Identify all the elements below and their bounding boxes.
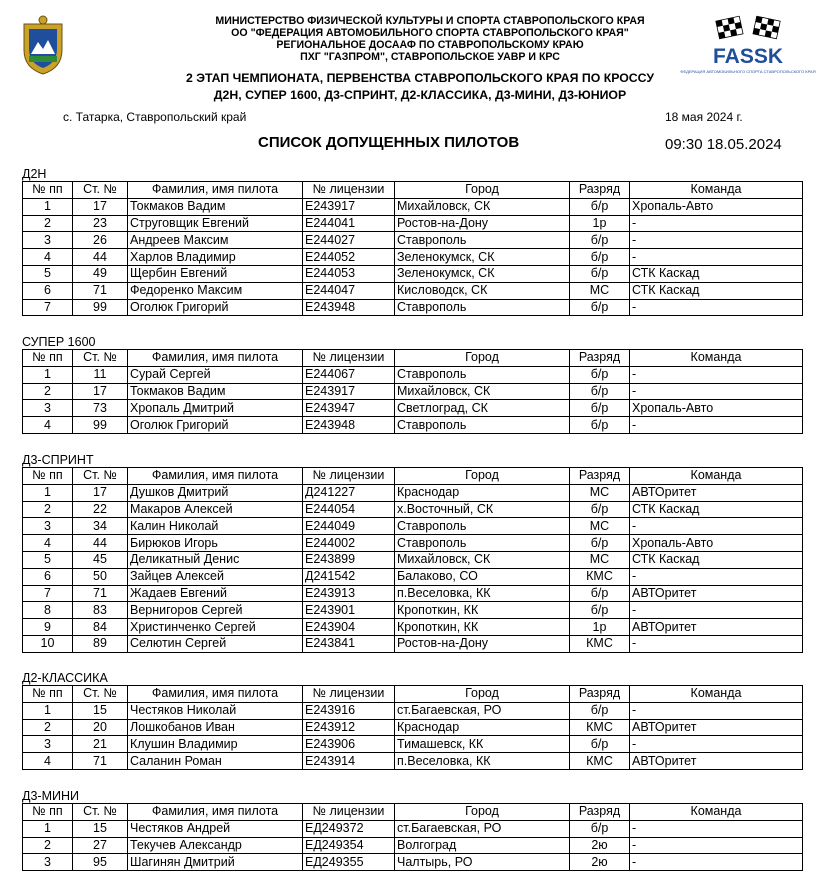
class-section (22, 335, 802, 434)
table-header-row (23, 686, 803, 703)
column-header: Ст. № (73, 468, 128, 485)
column-header: № лицензии (303, 182, 395, 199)
col-number: 9 (23, 619, 73, 636)
pilots-table (22, 181, 803, 316)
col-city: Ставрополь (395, 417, 570, 434)
col-rank: 1р (570, 215, 630, 232)
col-team: АВТОритет (630, 484, 803, 501)
col-license: E244041 (303, 215, 395, 232)
col-license: E244047 (303, 282, 395, 299)
col-number: 3 (23, 518, 73, 535)
col-pilot-name: Оголюк Григорий (128, 299, 303, 316)
col-number: 7 (23, 299, 73, 316)
col-pilot-name: Щербин Евгений (128, 265, 303, 282)
column-header: № пп (23, 804, 73, 821)
col-number: 2 (23, 837, 73, 854)
col-rank: б/р (570, 400, 630, 417)
column-header: Разряд (570, 468, 630, 485)
col-team: - (630, 635, 803, 652)
col-team: АВТОритет (630, 753, 803, 770)
col-city: Ставрополь (395, 535, 570, 552)
col-start-number: 44 (73, 249, 128, 266)
table-row (23, 215, 803, 232)
column-header: Команда (630, 182, 803, 199)
table-row (23, 518, 803, 535)
col-team: - (630, 837, 803, 854)
col-license: ЕД249372 (303, 820, 395, 837)
col-start-number: 84 (73, 619, 128, 636)
col-team: - (630, 232, 803, 249)
pilots-table (22, 803, 803, 871)
col-rank: КМС (570, 719, 630, 736)
pilots-table (22, 467, 803, 653)
col-pilot-name: Токмаков Вадим (128, 383, 303, 400)
col-rank: б/р (570, 602, 630, 619)
column-header: Команда (630, 686, 803, 703)
table-row (23, 585, 803, 602)
col-number: 4 (23, 417, 73, 434)
col-number: 2 (23, 501, 73, 518)
column-header: Ст. № (73, 804, 128, 821)
table-row (23, 551, 803, 568)
column-header: Фамилия, имя пилота (128, 182, 303, 199)
col-team: АВТОритет (630, 585, 803, 602)
col-rank: КМС (570, 568, 630, 585)
col-pilot-name: Зайцев Алексей (128, 568, 303, 585)
col-pilot-name: Клушин Владимир (128, 736, 303, 753)
col-license: E243917 (303, 383, 395, 400)
class-section (22, 453, 802, 653)
col-pilot-name: Бирюков Игорь (128, 535, 303, 552)
col-number: 3 (23, 232, 73, 249)
column-header: № пп (23, 182, 73, 199)
publish-time: 09:30 18.05.2024 (665, 136, 782, 153)
col-city: Волгоград (395, 837, 570, 854)
table-header-row (23, 468, 803, 485)
class-section (22, 789, 802, 871)
col-number: 2 (23, 383, 73, 400)
col-number: 4 (23, 753, 73, 770)
column-header: Разряд (570, 686, 630, 703)
col-pilot-name: Саланин Роман (128, 753, 303, 770)
column-header: Ст. № (73, 182, 128, 199)
col-team: - (630, 249, 803, 266)
col-number: 3 (23, 400, 73, 417)
table-row (23, 383, 803, 400)
col-pilot-name: Селютин Сергей (128, 635, 303, 652)
col-team: - (630, 736, 803, 753)
col-city: Михайловск, СК (395, 198, 570, 215)
column-header: Фамилия, имя пилота (128, 686, 303, 703)
column-header: Фамилия, имя пилота (128, 350, 303, 367)
table-row (23, 198, 803, 215)
col-pilot-name: Макаров Алексей (128, 501, 303, 518)
col-pilot-name: Федоренко Максим (128, 282, 303, 299)
table-row (23, 837, 803, 854)
col-pilot-name: Душков Дмитрий (128, 484, 303, 501)
col-city: п.Веселовка, КК (395, 753, 570, 770)
col-pilot-name: Шагинян Дмитрий (128, 854, 303, 871)
col-number: 2 (23, 719, 73, 736)
table-row (23, 568, 803, 585)
col-license: E243947 (303, 400, 395, 417)
column-header: Город (395, 182, 570, 199)
section-title: Д3-МИНИ (22, 789, 79, 803)
col-number: 5 (23, 265, 73, 282)
col-city: Кропоткин, КК (395, 602, 570, 619)
fassk-logo-icon (680, 14, 816, 80)
col-license: E243916 (303, 702, 395, 719)
col-pilot-name: Лошкобанов Иван (128, 719, 303, 736)
class-section (22, 671, 802, 770)
col-license: E244052 (303, 249, 395, 266)
column-header: № пп (23, 350, 73, 367)
col-license: ЕД249355 (303, 854, 395, 871)
col-team: СТК Каскад (630, 501, 803, 518)
col-license: E244053 (303, 265, 395, 282)
col-start-number: 44 (73, 535, 128, 552)
column-header: Город (395, 804, 570, 821)
col-license: E243841 (303, 635, 395, 652)
col-pilot-name: Оголюк Григорий (128, 417, 303, 434)
table-row (23, 484, 803, 501)
col-number: 5 (23, 551, 73, 568)
col-start-number: 34 (73, 518, 128, 535)
col-license: E243906 (303, 736, 395, 753)
column-header: Разряд (570, 350, 630, 367)
column-header: Разряд (570, 804, 630, 821)
column-header: № пп (23, 468, 73, 485)
org-line: ОО "ФЕДЕРАЦИЯ АВТОМОБИЛЬНОГО СПОРТА СТАВРОПОЛЬСКОГО КРАЯ" (231, 27, 629, 39)
column-header: Город (395, 686, 570, 703)
col-number: 1 (23, 366, 73, 383)
col-start-number: 17 (73, 484, 128, 501)
col-license: E243899 (303, 551, 395, 568)
col-city: Краснодар (395, 484, 570, 501)
col-start-number: 83 (73, 602, 128, 619)
col-rank: б/р (570, 535, 630, 552)
col-number: 1 (23, 484, 73, 501)
column-header: Разряд (570, 182, 630, 199)
col-start-number: 50 (73, 568, 128, 585)
col-city: Ставрополь (395, 232, 570, 249)
col-city: х.Восточный, СК (395, 501, 570, 518)
col-start-number: 21 (73, 736, 128, 753)
table-row (23, 702, 803, 719)
col-pilot-name: Жадаев Евгений (128, 585, 303, 602)
column-header: № лицензии (303, 686, 395, 703)
table-row (23, 366, 803, 383)
section-title: Д3-СПРИНТ (22, 453, 94, 467)
col-start-number: 15 (73, 702, 128, 719)
col-city: Михайловск, СК (395, 551, 570, 568)
col-number: 1 (23, 820, 73, 837)
table-row (23, 753, 803, 770)
col-license: E244027 (303, 232, 395, 249)
col-team: СТК Каскад (630, 282, 803, 299)
col-start-number: 45 (73, 551, 128, 568)
col-rank: б/р (570, 299, 630, 316)
table-row (23, 854, 803, 871)
col-number: 3 (23, 736, 73, 753)
col-team: - (630, 518, 803, 535)
col-rank: б/р (570, 820, 630, 837)
table-row (23, 249, 803, 266)
col-team: АВТОритет (630, 619, 803, 636)
column-header: № лицензии (303, 350, 395, 367)
col-city: Михайловск, СК (395, 383, 570, 400)
pilots-table (22, 349, 803, 434)
col-pilot-name: Вернигоров Сергей (128, 602, 303, 619)
event-classes: Д2Н, СУПЕР 1600, Д3-СПРИНТ, Д2-КЛАССИКА, Д3-МИНИ, Д3-ЮНИОР (213, 88, 627, 102)
col-license: Д241227 (303, 484, 395, 501)
col-pilot-name: Калин Николай (128, 518, 303, 535)
col-team: - (630, 602, 803, 619)
table-row (23, 265, 803, 282)
col-team: - (630, 568, 803, 585)
section-title: Д2-КЛАССИКА (22, 671, 108, 685)
table-row (23, 820, 803, 837)
col-start-number: 17 (73, 383, 128, 400)
col-license: E243913 (303, 585, 395, 602)
col-start-number: 89 (73, 635, 128, 652)
col-start-number: 71 (73, 585, 128, 602)
col-team: СТК Каскад (630, 265, 803, 282)
table-row (23, 535, 803, 552)
table-row (23, 602, 803, 619)
col-rank: 2ю (570, 854, 630, 871)
table-row (23, 417, 803, 434)
col-city: Ростов-на-Дону (395, 635, 570, 652)
col-license: E244067 (303, 366, 395, 383)
col-team: - (630, 417, 803, 434)
col-rank: б/р (570, 366, 630, 383)
col-rank: 1р (570, 619, 630, 636)
col-team: АВТОритет (630, 719, 803, 736)
col-team: СТК Каскад (630, 551, 803, 568)
pilots-table (22, 685, 803, 770)
col-license: E243912 (303, 719, 395, 736)
col-city: Зеленокумск, СК (395, 249, 570, 266)
col-rank: б/р (570, 232, 630, 249)
col-start-number: 99 (73, 417, 128, 434)
column-header: № лицензии (303, 804, 395, 821)
column-header: Ст. № (73, 686, 128, 703)
col-city: ст.Багаевская, РО (395, 820, 570, 837)
col-rank: б/р (570, 585, 630, 602)
table-row (23, 736, 803, 753)
col-pilot-name: Текучев Александр (128, 837, 303, 854)
col-team: Хропаль-Авто (630, 535, 803, 552)
document-header (0, 0, 820, 160)
column-header: № пп (23, 686, 73, 703)
col-city: Ставрополь (395, 299, 570, 316)
col-pilot-name: Токмаков Вадим (128, 198, 303, 215)
col-rank: МС (570, 484, 630, 501)
col-number: 2 (23, 215, 73, 232)
table-row (23, 232, 803, 249)
col-start-number: 11 (73, 366, 128, 383)
column-header: Команда (630, 804, 803, 821)
col-rank: б/р (570, 249, 630, 266)
col-rank: МС (570, 551, 630, 568)
col-city: Тимашевск, КК (395, 736, 570, 753)
col-pilot-name: Андреев Максим (128, 232, 303, 249)
col-city: Кисловодск, СК (395, 282, 570, 299)
col-start-number: 49 (73, 265, 128, 282)
class-section (22, 167, 802, 316)
table-row (23, 400, 803, 417)
col-number: 8 (23, 602, 73, 619)
col-pilot-name: Христинченко Сергей (128, 619, 303, 636)
col-number: 6 (23, 282, 73, 299)
col-team: - (630, 383, 803, 400)
col-team: - (630, 854, 803, 871)
col-license: E243948 (303, 417, 395, 434)
col-license: E243914 (303, 753, 395, 770)
col-team: - (630, 215, 803, 232)
col-start-number: 15 (73, 820, 128, 837)
col-pilot-name: Струговщик Евгений (128, 215, 303, 232)
col-number: 7 (23, 585, 73, 602)
col-start-number: 99 (73, 299, 128, 316)
col-rank: б/р (570, 736, 630, 753)
col-number: 6 (23, 568, 73, 585)
col-rank: б/р (570, 383, 630, 400)
logo-subtext: ФЕДЕРАЦИЯ АВТОМОБИЛЬНОГО СПОРТА СТАВРОПОЛЬСКОГО КРАЯ (680, 69, 816, 74)
col-city: Светлоград, СК (395, 400, 570, 417)
col-start-number: 71 (73, 282, 128, 299)
col-license: E243901 (303, 602, 395, 619)
column-header: № лицензии (303, 468, 395, 485)
col-rank: МС (570, 518, 630, 535)
col-number: 4 (23, 535, 73, 552)
col-license: E244049 (303, 518, 395, 535)
col-start-number: 73 (73, 400, 128, 417)
col-rank: КМС (570, 635, 630, 652)
col-number: 10 (23, 635, 73, 652)
col-city: Чалтырь, РО (395, 854, 570, 871)
table-row (23, 299, 803, 316)
col-license: ЕД249354 (303, 837, 395, 854)
col-team: - (630, 299, 803, 316)
col-team: - (630, 702, 803, 719)
col-start-number: 20 (73, 719, 128, 736)
col-city: Зеленокумск, СК (395, 265, 570, 282)
col-rank: КМС (570, 753, 630, 770)
col-start-number: 22 (73, 501, 128, 518)
col-license: E243904 (303, 619, 395, 636)
section-title: СУПЕР 1600 (22, 335, 96, 349)
col-license: E243917 (303, 198, 395, 215)
column-header: Фамилия, имя пилота (128, 804, 303, 821)
table-row (23, 719, 803, 736)
col-rank: 2ю (570, 837, 630, 854)
col-team: - (630, 366, 803, 383)
column-header: Город (395, 350, 570, 367)
col-city: Ростов-на-Дону (395, 215, 570, 232)
table-row (23, 635, 803, 652)
col-pilot-name: Деликатный Денис (128, 551, 303, 568)
col-pilot-name: Харлов Владимир (128, 249, 303, 266)
col-number: 3 (23, 854, 73, 871)
col-number: 1 (23, 198, 73, 215)
col-rank: б/р (570, 501, 630, 518)
col-license: E244002 (303, 535, 395, 552)
col-license: Д241542 (303, 568, 395, 585)
col-start-number: 71 (73, 753, 128, 770)
table-row (23, 282, 803, 299)
location: с. Татарка, Ставропольский край (63, 110, 247, 124)
col-pilot-name: Сурай Сергей (128, 366, 303, 383)
table-header-row (23, 350, 803, 367)
column-header: Город (395, 468, 570, 485)
col-rank: б/р (570, 417, 630, 434)
col-start-number: 27 (73, 837, 128, 854)
event-date: 18 мая 2024 г. (665, 110, 743, 124)
col-rank: б/р (570, 265, 630, 282)
col-pilot-name: Честяков Андрей (128, 820, 303, 837)
col-team: Хропаль-Авто (630, 400, 803, 417)
coat-of-arms-icon (20, 14, 66, 76)
page-title: СПИСОК ДОПУЩЕННЫХ ПИЛОТОВ (258, 134, 520, 151)
org-line: ПХГ "ГАЗПРОМ", СТАВРОПОЛЬСКОЕ УАВР И КРС (300, 51, 560, 63)
table-header-row (23, 182, 803, 199)
org-line: МИНИСТЕРСТВО ФИЗИЧЕСКОЙ КУЛЬТУРЫ И СПОРТА СТАВРОПОЛЬСКОГО КРАЯ (215, 15, 645, 27)
col-license: E243948 (303, 299, 395, 316)
column-header: Команда (630, 350, 803, 367)
table-header-row (23, 804, 803, 821)
col-number: 1 (23, 702, 73, 719)
logo-text: FASSK (712, 45, 784, 68)
event-title: 2 ЭТАП ЧЕМПИОНАТА, ПЕРВЕНСТВА СТАВРОПОЛЬСКОГО КРАЯ ПО КРОССУ (185, 71, 655, 85)
col-number: 4 (23, 249, 73, 266)
col-start-number: 17 (73, 198, 128, 215)
col-city: Балаково, СО (395, 568, 570, 585)
col-pilot-name: Честяков Николай (128, 702, 303, 719)
col-city: ст.Багаевская, РО (395, 702, 570, 719)
col-city: Кропоткин, КК (395, 619, 570, 636)
col-city: Ставрополь (395, 518, 570, 535)
col-city: п.Веселовка, КК (395, 585, 570, 602)
col-pilot-name: Хропаль Дмитрий (128, 400, 303, 417)
col-team: Хропаль-Авто (630, 198, 803, 215)
col-city: Краснодар (395, 719, 570, 736)
col-start-number: 23 (73, 215, 128, 232)
col-license: E244054 (303, 501, 395, 518)
col-team: - (630, 820, 803, 837)
org-line: РЕГИОНАЛЬНОЕ ДОСААФ ПО СТАВРОПОЛЬСКОМУ КРАЮ (276, 39, 584, 51)
section-title: Д2Н (22, 167, 47, 181)
col-city: Ставрополь (395, 366, 570, 383)
col-start-number: 95 (73, 854, 128, 871)
col-rank: б/р (570, 702, 630, 719)
column-header: Фамилия, имя пилота (128, 468, 303, 485)
col-rank: МС (570, 282, 630, 299)
column-header: Команда (630, 468, 803, 485)
col-start-number: 26 (73, 232, 128, 249)
table-row (23, 501, 803, 518)
column-header: Ст. № (73, 350, 128, 367)
table-row (23, 619, 803, 636)
col-rank: б/р (570, 198, 630, 215)
